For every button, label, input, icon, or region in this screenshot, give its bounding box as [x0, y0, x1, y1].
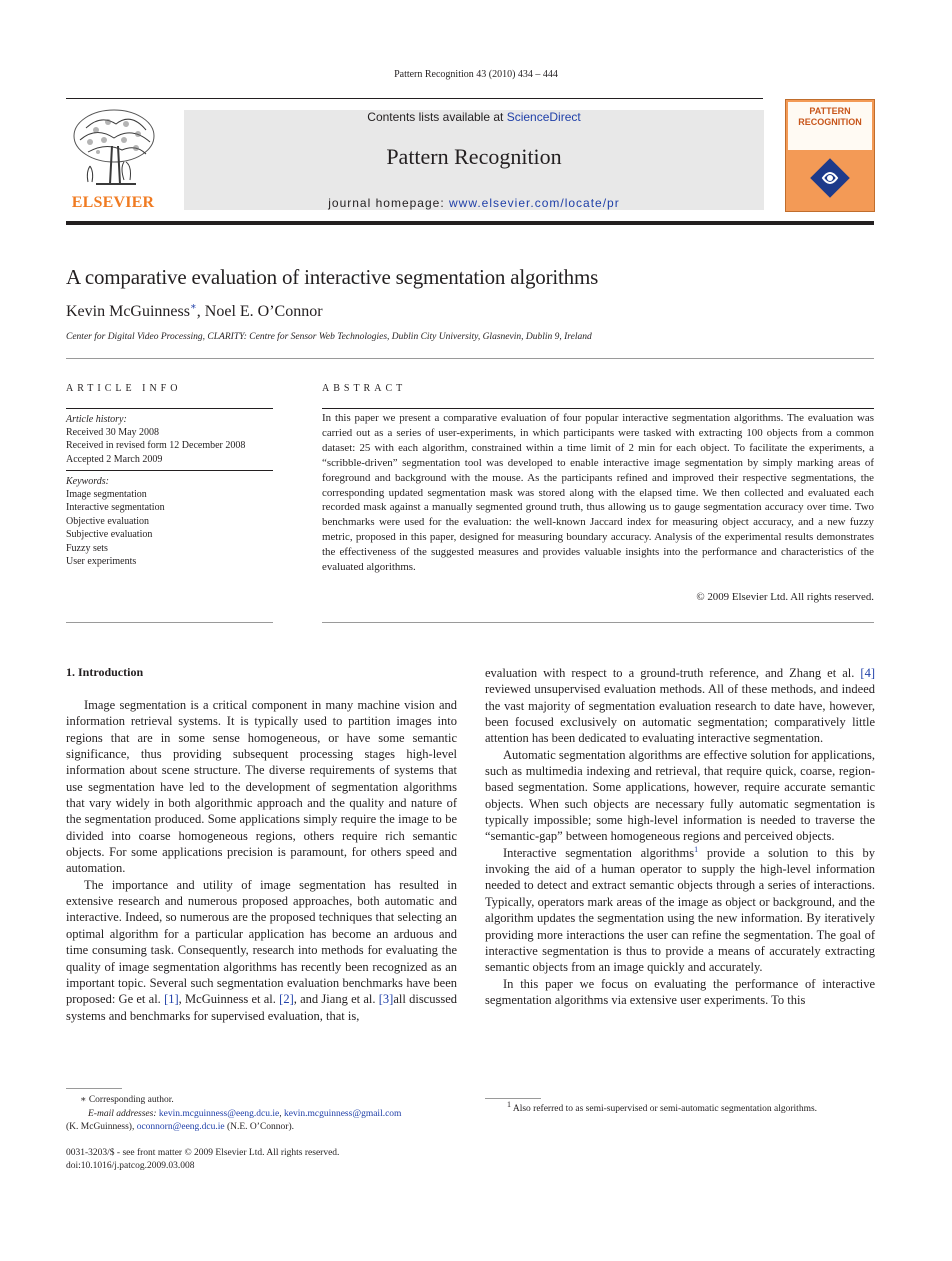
body-column-right	[485, 665, 875, 1008]
doi-line: doi:10.1016/j.patcog.2009.03.008	[66, 1161, 195, 1172]
running-head: Pattern Recognition 43 (2010) 434 – 444	[394, 69, 558, 80]
footnote-corresponding	[66, 1094, 457, 1135]
homepage-prefix: journal homepage:	[328, 196, 449, 210]
body-paragraph	[485, 665, 875, 747]
homepage-line	[184, 196, 764, 210]
corresponding-line	[66, 1094, 457, 1108]
header-rule	[66, 98, 763, 99]
article-title: A comparative evaluation of interactive segmentation algorithms	[66, 265, 599, 289]
keyword-list	[66, 488, 165, 568]
journal-masthead	[184, 110, 764, 210]
elsevier-wordmark: ELSEVIER	[71, 194, 155, 211]
body-paragraph: Automatic segmentation algorithms are effective solution for applications, such as multimedia indexing and retrieval, that require quick, coarse, region-based segmentation. Some applications, however, require accurate semantic objects. When such objects are necessary fully automatic segmentation is typically impossible; some high-level information is needed to traverse the “semantic-gap” between homogeneous regions and perceived objects.	[485, 747, 875, 844]
cover-title-line2: RECOGNITION	[798, 117, 862, 127]
body-paragraph: Image segmentation is a critical component in many machine vision and information retrieval systems. It is typically used to partition images into regions that are in some sense homogeneous, or have some semantic significance, thus providing subsequent processing stages high-level information about scene structure. The diverse requirements of systems that use segmentation have led to the development of segmentation algorithms that vary widely in both algorithmic approach and the quality and nature of the segmentation produced. Some applications simply require the image to be divided into coarse homogeneous regions, others require rich semantic objects. For some applications precision is paramount, for others speed and automation.	[66, 698, 457, 876]
citation-link[interactable]: [1]	[164, 992, 179, 1007]
author-2: , Noel E. O’Connor	[196, 303, 323, 320]
footnote-mark: ∗	[80, 1095, 87, 1105]
body-paragraph	[66, 877, 457, 1024]
citation-link[interactable]: [4]	[860, 666, 875, 680]
history-label: Article history:	[66, 414, 127, 425]
article-info-heading: ARTICLE INFO	[66, 383, 182, 394]
sciencedirect-link[interactable]: ScienceDirect	[506, 110, 581, 124]
history-received: Received 30 May 2008	[66, 427, 160, 438]
footnote-mark: 1	[507, 1099, 511, 1109]
paragraph-text: The importance and utility of image segmentation has resulted in extensive research and numerous proposed approaches, both automatic and interactive. Indeed, so numerous are the proposed techniques that selecting an optimal algorithm for a particular application has become an arduous and time consuming task. Consequently, research into methods for evaluating the quality of image segmentation algorithms has recently been recognized as an important topic. Several such segmentation evaluation benchmarks have been proposed: Ge et al.	[66, 877, 457, 1007]
keyword: Interactive segmentation	[66, 502, 165, 514]
abstract-rule	[322, 408, 874, 409]
body-paragraph: In this paper we focus on evaluating the performance of interactive segmentation algorithms via extensive user experiments. To this	[485, 976, 875, 1007]
email-label: E-mail addresses:	[88, 1108, 159, 1119]
author-1: Kevin McGuinness	[66, 303, 190, 320]
article-info-bottom-rule	[66, 622, 273, 623]
corresponding-author-mark[interactable]: ∗	[189, 301, 197, 313]
keywords-label: Keywords:	[66, 476, 109, 487]
email-owner: (N.E. O’Connor).	[224, 1122, 294, 1133]
history-revised: Received in revised form 12 December 2008	[66, 440, 246, 452]
front-matter-info	[66, 1147, 339, 1174]
keyword: User experiments	[66, 556, 137, 568]
email-owner: (K. McGuinness),	[66, 1122, 137, 1133]
email-line-2	[66, 1121, 457, 1135]
email-line	[66, 1108, 457, 1122]
footnote-rule-right	[485, 1098, 541, 1099]
contents-line	[184, 110, 764, 124]
keyword: Subjective evaluation	[66, 529, 153, 541]
footnote-mark-link[interactable]: 1	[694, 844, 699, 854]
paragraph-text: , and Jiang et al.	[293, 992, 379, 1007]
paragraph-text: provide a solution to this by invoking the aid of a human operator to supply the high-level information needed to detect and extract semantic objects through a series of interactions. Typically, operators mark areas of the image as object or background, and the algorithm updates the segmentation using the new information. By iteratively providing more interactions the user can refine the segmentation. The goal of interactive segmentation is thus to provide a means of accurately extracting semantic objects from an image quickly and accurately.	[485, 845, 875, 975]
homepage-link[interactable]: www.elsevier.com/locate/pr	[449, 196, 620, 210]
keywords-rule	[66, 470, 273, 471]
issn-line: 0031-3203/$ - see front matter © 2009 Elsevier Ltd. All rights reserved.	[66, 1148, 340, 1158]
paragraph-text: reviewed unsupervised evaluation methods. All of these methods, and indeed the vast majority of segmentation evaluation research to date have, however, been focused exclusively on automatic segmentation; comparatively little attention has been dedicated to evaluating interactive segmentation.	[485, 682, 875, 746]
email-link[interactable]: kevin.mcguinness@gmail.com	[283, 1108, 402, 1119]
email-link[interactable]: oconnorn@eeng.dcu.ie	[136, 1122, 225, 1133]
paragraph-text: , McGuinness et al.	[178, 992, 280, 1007]
keyword: Objective evaluation	[66, 515, 150, 527]
affiliation: Center for Digital Video Processing, CLARITY: Centre for Sensor Web Technologies, Dublin City University, Glasnevin, Dublin 9, Ireland	[66, 332, 592, 342]
cover-title-line1: PATTERN	[809, 106, 851, 116]
journal-cover	[785, 99, 875, 212]
keyword: Image segmentation	[66, 489, 147, 500]
cover-title	[788, 106, 872, 128]
cover-title-panel	[788, 102, 872, 150]
abstract-heading: ABSTRACT	[322, 383, 407, 394]
history-accepted: Accepted 2 March 2009	[66, 453, 163, 465]
paragraph-text: evaluation with respect to a ground-truth reference, and Zhang et al.	[485, 666, 861, 680]
email-separator: ,	[279, 1108, 284, 1119]
section-heading-introduction: 1. Introduction	[66, 665, 144, 679]
abstract-copyright: © 2009 Elsevier Ltd. All rights reserved.	[696, 591, 874, 603]
footnote-1-text: Also referred to as semi-supervised or semi-automatic segmentation algorithms.	[511, 1104, 818, 1114]
citation-link[interactable]: [2]	[279, 992, 294, 1007]
email-link[interactable]: kevin.mcguinness@eeng.dcu.ie	[158, 1108, 280, 1119]
body-paragraph	[485, 845, 875, 976]
abstract-text: In this paper we present a comparative evaluation of four popular interactive segmentation algorithms. The evaluation was carried out as a series of user-experiments, in which participants were tasked with extracting 100 objects from a common dataset: 25 with each algorithm, constrained within a time limit of 2 min for each object. To facilitate the experiments, a “scribble-driven” segmentation tool was developed to enable interactive image segmentation by simply marking areas of foreground and background with the mouse. As the participants refined and improved their respective segmentations, the corresponding updated segmentation mask was stored along with the elapsed time. We then collected and evaluated each recorded mask against a manually segmented ground truth, thus allowing us to gauge segmentation accuracy over time. Two benchmarks were used for the evaluation: the well-known Jaccard index for measuring object accuracy, and a new fuzzy metric, proposed in this paper, designed for measuring boundary accuracy. Analysis of the experimental results demonstrates the effectiveness of the suggested measures and provides valuable insights into the performance and characteristics of the evaluated algorithms.	[322, 412, 874, 574]
paragraph-text: Interactive segmentation algorithms	[503, 845, 695, 860]
footnote-1	[485, 1099, 875, 1117]
masthead-thick-rule	[66, 221, 874, 225]
journal-cover-emblem-icon	[810, 158, 850, 203]
footnote-rule-left	[66, 1088, 122, 1089]
abstract-bottom-rule	[322, 622, 874, 623]
author-list	[66, 303, 323, 321]
contents-prefix: Contents lists available at	[367, 110, 507, 124]
footnote-text: Corresponding author.	[86, 1095, 174, 1105]
paragraph-text: all discussed systems and benchmarks for supervised evaluation, that is,	[66, 992, 458, 1023]
journal-name: Pattern Recognition	[386, 144, 562, 169]
keyword: Fuzzy sets	[66, 542, 108, 554]
body-column-left	[66, 697, 457, 1024]
footnote-1-mark	[485, 1099, 511, 1114]
citation-link[interactable]: [3]	[378, 992, 394, 1007]
history-list	[66, 426, 245, 466]
article-info-rule	[66, 408, 273, 409]
title-divider	[66, 358, 874, 359]
